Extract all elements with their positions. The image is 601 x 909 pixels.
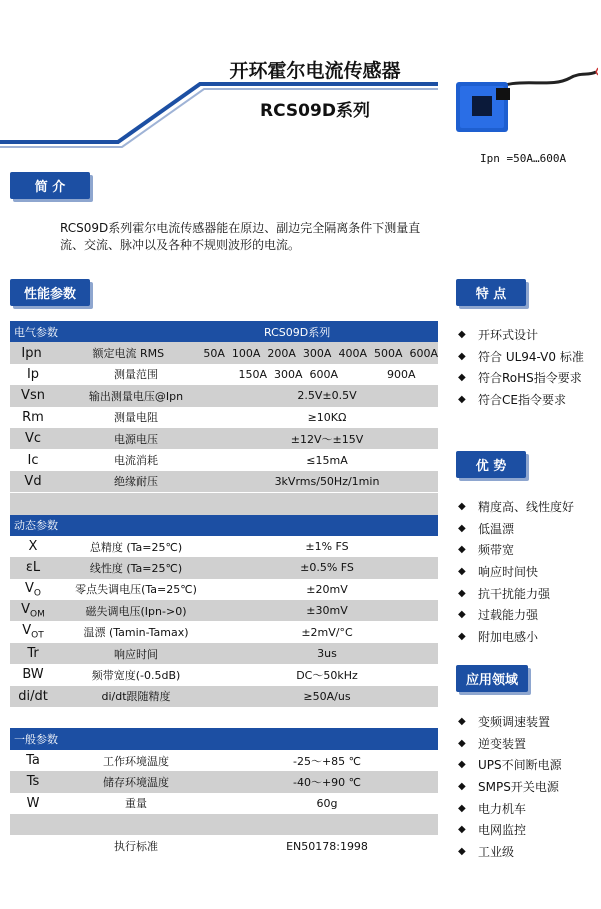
list-item [458, 841, 562, 863]
table-row [10, 600, 438, 621]
param-symbol: $V_{OM}$ [21, 601, 45, 620]
diamond-bullet-icon: ◆ [458, 522, 466, 534]
list-item [458, 561, 574, 583]
list-item [458, 711, 562, 733]
diamond-bullet-icon: ◆ [458, 394, 466, 406]
param-name: 工作环境温度 [103, 754, 169, 768]
table-row [10, 449, 438, 470]
list-item [458, 367, 584, 389]
param-value: ±2mV/°C [301, 625, 353, 639]
list-item [458, 776, 562, 798]
diamond-bullet-icon: ◆ [458, 824, 466, 836]
list-item [458, 819, 562, 841]
electrical-header-label: 电气参数 [14, 325, 58, 339]
application-text: 工业级 [478, 844, 515, 859]
section-advantages-badge: 优 势 [456, 451, 526, 478]
ipn-range: Ipn =50A…600A [480, 152, 567, 165]
param-value: ≤15mA [306, 453, 348, 467]
param-name: 总精度 (Ta=25℃) [89, 540, 183, 554]
param-symbol: Vsn [21, 388, 45, 404]
sensor-product-image [448, 62, 598, 144]
diamond-bullet-icon: ◆ [458, 587, 466, 599]
table-row [10, 664, 438, 685]
list-item [458, 604, 574, 626]
advantage-text: 抗干扰能力强 [478, 586, 551, 601]
product-title: 开环霍尔电流传感器 [229, 60, 401, 82]
param-name: 测量范围 [114, 368, 158, 382]
diamond-bullet-icon: ◆ [458, 566, 466, 578]
table-row [10, 579, 438, 600]
param-name: 测量电阻 [114, 411, 158, 425]
param-symbol: Tr [27, 646, 39, 662]
series-label: RCS09D系列 [264, 325, 331, 339]
param-symbol: Ts [26, 774, 40, 790]
table-row [10, 750, 438, 771]
feature-text: 开环式设计 [478, 328, 539, 343]
param-symbol: $V_O$ [25, 580, 41, 599]
param-name: 响应时间 [114, 647, 158, 661]
table-row [10, 342, 438, 363]
advantage-text: 低温漂 [478, 521, 515, 536]
param-value: 2.5V±0.5V [297, 389, 357, 403]
table-row [10, 364, 438, 385]
section-applications-badge: 应用领域 [456, 665, 528, 692]
param-name: 线性度 (Ta=25℃) [89, 561, 183, 575]
param-symbol: di/dt [18, 688, 48, 704]
param-name: 重量 [125, 797, 147, 811]
param-name: di/dt跟随精度 [101, 690, 171, 704]
param-symbol: W [26, 795, 40, 811]
table-row [10, 536, 438, 557]
table-row [10, 428, 438, 449]
application-text: 逆变装置 [478, 736, 527, 751]
param-name: 频带宽度(-0.5dB) [91, 668, 181, 682]
application-text: SMPS开关电源 [478, 780, 559, 795]
diamond-bullet-icon: ◆ [458, 609, 466, 621]
features-list [458, 324, 584, 410]
general-header [10, 728, 438, 749]
param-symbol: Ipn [21, 345, 42, 361]
application-text: 变频调速装置 [478, 715, 551, 730]
diamond-bullet-icon: ◆ [458, 802, 466, 814]
table-row [10, 771, 438, 792]
param-value: ±1% FS [305, 540, 349, 554]
param-name: 磁失调电压(Ipn->0) [85, 604, 187, 618]
diamond-bullet-icon: ◆ [458, 845, 466, 857]
list-item [458, 539, 574, 561]
electrical-header [10, 321, 438, 342]
param-symbol: Ip [26, 366, 40, 382]
advantage-text: 精度高、线性度好 [478, 500, 575, 515]
diamond-bullet-icon: ◆ [458, 716, 466, 728]
feature-text: 符合CE指令要求 [478, 393, 566, 408]
table-row [10, 621, 438, 642]
table-row [10, 835, 438, 856]
param-name: 温漂 (Tamin-Tamax) [83, 626, 189, 640]
advantage-text: 过载能力强 [478, 608, 539, 623]
param-value: ±20mV [306, 582, 348, 596]
param-name: 执行标准 [114, 840, 158, 854]
table-row [10, 385, 438, 406]
param-value: -25～+85 ℃ [292, 754, 362, 768]
param-symbol: Ic [27, 452, 39, 468]
param-value: 3us [317, 647, 337, 661]
general-header-label: 一般参数 [14, 733, 58, 747]
param-symbol: Rm [22, 409, 44, 425]
table-row [10, 686, 438, 707]
diamond-bullet-icon: ◆ [458, 544, 466, 556]
applications-list [458, 711, 562, 862]
list-item [458, 733, 562, 755]
table-row [10, 643, 438, 664]
param-symbol: Vd [24, 473, 42, 489]
feature-text: 符合 UL94-V0 标准 [478, 349, 584, 364]
list-item [458, 582, 574, 604]
advantage-text: 附加电感小 [478, 629, 539, 644]
list-item [458, 324, 584, 346]
param-name: 绝缘耐压 [114, 475, 158, 489]
param-value: ±30mV [306, 604, 348, 618]
table-row [10, 492, 438, 514]
section-intro-badge: 简 介 [10, 172, 90, 199]
param-symbol: BW [22, 667, 44, 683]
param-value: 3kVrms/50Hz/1min [274, 474, 380, 488]
param-name: 电流消耗 [114, 454, 158, 468]
param-value: ≥10KΩ [307, 410, 347, 424]
param-name: 电源电压 [114, 432, 158, 446]
param-value: ±0.5% FS [300, 561, 354, 575]
feature-text: 符合RoHS指令要求 [478, 371, 582, 386]
dynamic-header-label: 动态参数 [14, 519, 58, 533]
advantage-text: 响应时间快 [478, 565, 539, 580]
table-row [10, 557, 438, 578]
param-value: 60g [316, 796, 338, 810]
param-name: 零点失调电压(Ta=25℃) [75, 583, 197, 597]
param-symbol: X [28, 539, 38, 555]
diamond-bullet-icon: ◆ [458, 781, 466, 793]
product-model: RCS09D系列 [260, 101, 370, 121]
intro-text: RCS09D系列霍尔电流传感器能在原边、副边完全隔离条件下测量直流、交流、脉冲以及各种不规则波形的电流。 [60, 221, 421, 252]
param-value: DC～50kHz [296, 668, 358, 682]
param-name: 输出测量电压@Ipn [88, 389, 184, 403]
list-item [458, 346, 584, 368]
param-value: EN50178:1998 [286, 839, 368, 853]
diamond-bullet-icon: ◆ [458, 737, 466, 749]
table-row [10, 793, 438, 814]
list-item [458, 389, 584, 411]
param-value: ≥50A/us [303, 689, 351, 703]
list-item [458, 496, 574, 518]
application-text: 电力机车 [478, 801, 527, 816]
diamond-bullet-icon: ◆ [458, 329, 466, 341]
table-row [10, 814, 438, 835]
section-performance-badge: 性能参数 [10, 279, 90, 306]
table-row [10, 707, 438, 728]
diamond-bullet-icon: ◆ [458, 372, 466, 384]
section-features-badge: 特 点 [456, 279, 526, 306]
list-item [458, 626, 574, 648]
application-text: 电网监控 [478, 823, 527, 838]
diamond-bullet-icon: ◆ [458, 630, 466, 642]
diamond-bullet-icon: ◆ [458, 501, 466, 513]
param-symbol: εL [25, 560, 41, 576]
param-symbol: Ta [26, 753, 40, 768]
list-item [458, 518, 574, 540]
diamond-bullet-icon: ◆ [458, 759, 466, 771]
diamond-bullet-icon: ◆ [458, 350, 466, 362]
table-row [10, 407, 438, 428]
advantage-text: 频带宽 [478, 543, 515, 558]
param-name: 储存环境温度 [103, 775, 169, 789]
param-symbol: $V_{OT}$ [22, 623, 44, 641]
param-value: -40～+90 ℃ [292, 775, 362, 789]
advantages-list [458, 496, 574, 647]
param-name: 额定电流 RMS [92, 347, 165, 361]
param-value: 150A 300A 600A 900A [238, 367, 416, 381]
param-value: ±12V～±15V [290, 432, 364, 446]
param-symbol: Vc [24, 431, 42, 447]
application-text: UPS不间断电源 [478, 758, 562, 773]
dynamic-header [10, 515, 438, 536]
parameter-table [10, 321, 438, 857]
param-value: 50A 100A 200A 300A 400A 500A 600A [203, 346, 438, 360]
list-item [458, 754, 562, 776]
list-item [458, 797, 562, 819]
table-row [10, 471, 438, 492]
